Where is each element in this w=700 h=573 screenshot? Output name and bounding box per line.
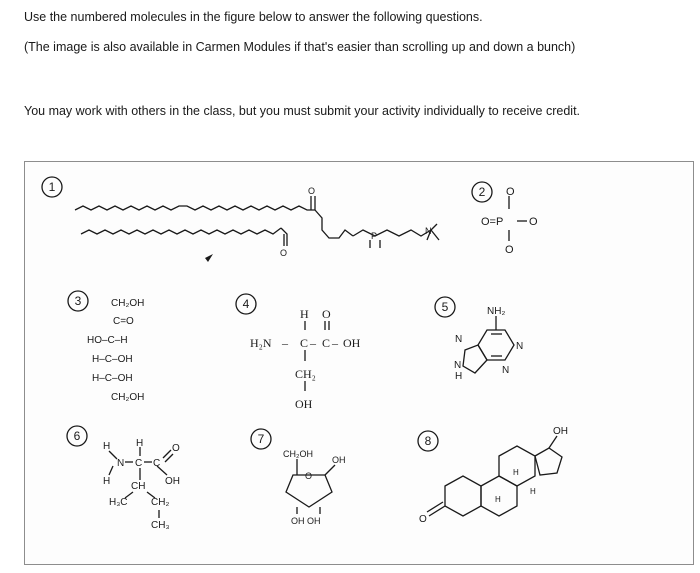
label-2: 2 <box>478 185 486 199</box>
instruction-line-3: You may work with others in the class, but you must submit your activity individually to receive credit. <box>24 104 581 118</box>
svg-text:–: – <box>282 336 288 350</box>
m6-h-amine: H <box>103 476 111 487</box>
m6-ch3: CH₃ <box>151 520 170 531</box>
m2-oxygen-right: O <box>529 216 538 228</box>
molecule-figure-svg <box>25 162 693 564</box>
m3-row-3: HO–C–H <box>87 335 128 346</box>
label-4: 4 <box>242 297 250 311</box>
m4-hydroxyl: OH <box>343 336 361 350</box>
m6-oxygen: O <box>172 443 180 454</box>
m6-ch: CH <box>131 481 146 492</box>
m4-carbon-carboxyl: C <box>322 336 331 350</box>
m6-h3c: H₃C <box>109 497 128 508</box>
m1-headgroup <box>353 230 431 236</box>
m2-oxygen-phosphorus: O=P <box>481 216 504 228</box>
m4-carbon-alpha: C <box>300 336 309 350</box>
m8-ring-a <box>445 476 481 516</box>
m4-h: H <box>300 307 309 321</box>
m2-oxygen-top: O <box>506 186 515 198</box>
label-8: 8 <box>424 434 432 448</box>
m5-n-left: N <box>455 334 463 345</box>
m3-row-6: CH₂OH <box>111 392 145 403</box>
m8-h-1: H <box>513 468 519 477</box>
label-1: 1 <box>48 180 56 194</box>
m1-oxygen-1: O <box>308 186 316 196</box>
m6-h-alpha: H <box>136 438 144 449</box>
m8-h-3: H <box>530 487 536 496</box>
m8-ketone-oxygen: O <box>419 514 427 525</box>
m6-carbon-alpha: C <box>135 458 143 469</box>
m1-tail-lower <box>81 228 281 234</box>
m7-ch2oh: CH₂OH <box>283 449 313 459</box>
m5-n-bottom: N <box>502 365 510 376</box>
m6-nitrogen: N <box>117 458 125 469</box>
m1-oxygen-2: O <box>280 248 288 258</box>
m1-nitrogen: N <box>425 226 432 236</box>
instruction-line-1: Use the numbered molecules in the figure below to answer the following questions. <box>24 10 483 24</box>
label-7: 7 <box>257 432 265 446</box>
m5-n-right: N <box>516 341 524 352</box>
m5-nh2: NH₂ <box>487 306 506 317</box>
m6-carbon-carboxyl: C <box>153 458 161 469</box>
m5-n-imidazole: N <box>454 360 462 371</box>
m4-amine: H₂N <box>250 336 272 350</box>
m8-hydroxyl: OH <box>553 426 568 437</box>
svg-text:–: – <box>332 336 338 350</box>
instruction-line-2: (The image is also available in Carmen Modules if that's easier than scrolling up and down a bunch) <box>24 40 576 54</box>
m8-ring-c <box>499 446 535 486</box>
m3-row-4: H–C–OH <box>92 354 133 365</box>
m5-h: H <box>455 371 463 382</box>
m4-ch2: CH₂ <box>295 367 316 381</box>
m6-h-top: H <box>103 441 111 452</box>
m3-row-2: C=O <box>113 316 134 327</box>
m5-ring-5 <box>463 345 487 373</box>
m4-side-oh: OH <box>295 397 313 411</box>
m2-oxygen-bottom: O <box>505 244 514 256</box>
m8-ring-d <box>535 448 562 475</box>
m7-oh-bottom: OH OH <box>291 516 321 526</box>
label-3: 3 <box>74 294 82 308</box>
m3-row-1: CH₂OH <box>111 298 145 309</box>
m1-backbone <box>315 210 353 238</box>
cursor-arrow-icon <box>205 254 213 262</box>
m8-h-2: H <box>495 495 501 504</box>
svg-text:–: – <box>310 336 316 350</box>
m7-oh-right: OH <box>332 455 346 465</box>
label-6: 6 <box>73 429 81 443</box>
label-5: 5 <box>441 300 449 314</box>
molecule-figure <box>24 161 694 565</box>
m3-row-5: H–C–OH <box>92 373 133 384</box>
m6-hydroxyl: OH <box>165 476 180 487</box>
m1-tail-upper <box>75 206 315 210</box>
m6-ch2: CH₂ <box>151 497 170 508</box>
m4-o: O <box>322 307 331 321</box>
m7-ring-oxygen: O <box>305 471 313 481</box>
m1-phosphorus: P <box>371 231 378 241</box>
